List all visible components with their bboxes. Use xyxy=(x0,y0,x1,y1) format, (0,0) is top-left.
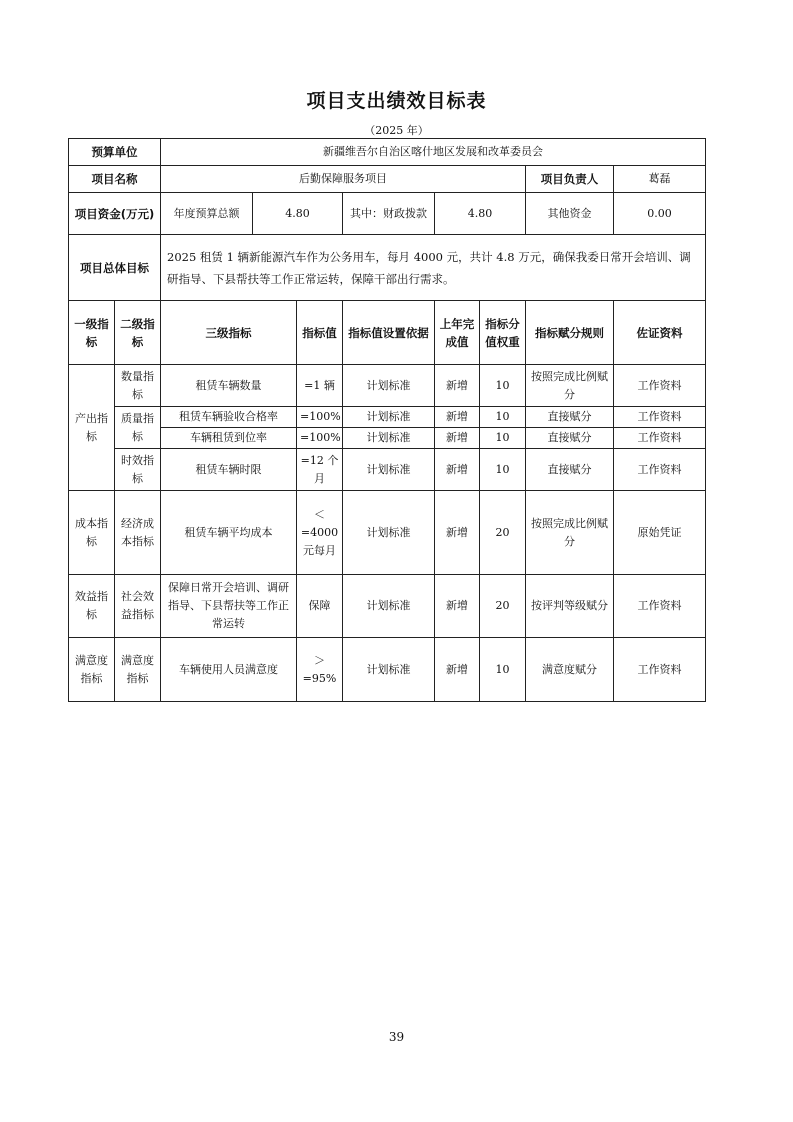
project-owner-label: 项目负责人 xyxy=(526,166,614,193)
value-cell: ＜=4000元每月 xyxy=(297,491,343,575)
level3-cell: 车辆租赁到位率 xyxy=(161,428,297,449)
funds-label: 项目资金(万元) xyxy=(69,193,161,235)
basis-cell: 计划标准 xyxy=(343,407,435,428)
rule-cell: 按照完成比例赋分 xyxy=(526,491,614,575)
evidence-cell: 工作资料 xyxy=(614,407,706,428)
value-cell: =100% xyxy=(297,407,343,428)
basis-cell: 计划标准 xyxy=(343,428,435,449)
overall-goal-label: 项目总体目标 xyxy=(69,235,161,301)
rule-cell: 直接赋分 xyxy=(526,407,614,428)
budget-unit-row xyxy=(69,139,706,166)
last-year-cell: 新增 xyxy=(435,449,480,491)
table-row xyxy=(69,365,706,407)
table-row xyxy=(69,491,706,575)
evidence-cell: 工作资料 xyxy=(614,575,706,638)
header-basis: 指标值设置依据 xyxy=(343,301,435,365)
value-cell: =100% xyxy=(297,428,343,449)
evidence-cell: 工作资料 xyxy=(614,638,706,702)
header-value: 指标值 xyxy=(297,301,343,365)
last-year-cell: 新增 xyxy=(435,407,480,428)
last-year-cell: 新增 xyxy=(435,365,480,407)
header-evidence: 佐证资料 xyxy=(614,301,706,365)
value-cell: ＞=95% xyxy=(297,638,343,702)
weight-cell: 20 xyxy=(480,491,526,575)
page-number: 39 xyxy=(388,1030,405,1044)
project-name-value: 后勤保障服务项目 xyxy=(161,166,526,193)
budget-unit-label: 预算单位 xyxy=(69,139,161,166)
level3-cell: 租赁车辆数量 xyxy=(161,365,297,407)
last-year-cell: 新增 xyxy=(435,638,480,702)
weight-cell: 10 xyxy=(480,449,526,491)
evidence-cell: 工作资料 xyxy=(614,449,706,491)
fiscal-allocation-label: 其中：财政拨款 xyxy=(343,193,435,235)
table-row xyxy=(69,407,706,428)
rule-cell: 直接赋分 xyxy=(526,449,614,491)
last-year-cell: 新增 xyxy=(435,428,480,449)
weight-cell: 10 xyxy=(480,407,526,428)
project-name-row xyxy=(69,166,706,193)
level3-cell: 租赁车辆时限 xyxy=(161,449,297,491)
header-last-year: 上年完成值 xyxy=(435,301,480,365)
basis-cell: 计划标准 xyxy=(343,365,435,407)
table-row xyxy=(69,428,706,449)
value-cell: 保障 xyxy=(297,575,343,638)
fiscal-allocation-value: 4.80 xyxy=(435,193,526,235)
basis-cell: 计划标准 xyxy=(343,449,435,491)
annual-budget-label: 年度预算总额 xyxy=(161,193,253,235)
overall-goal-text: 2025 租赁 1 辆新能源汽车作为公务用车，每月 4000 元，共计 4.8 万元，确保我委日常开会培训、调研指导、下县帮扶等工作正常运转，保障干部出行需求。 xyxy=(161,235,706,301)
header-level1: 一级指标 xyxy=(69,301,115,365)
basis-cell: 计划标准 xyxy=(343,638,435,702)
header-rule: 指标赋分规则 xyxy=(526,301,614,365)
performance-table xyxy=(68,138,706,702)
header-row xyxy=(69,301,706,365)
weight-cell: 10 xyxy=(480,428,526,449)
table-row xyxy=(69,638,706,702)
rule-cell: 直接赋分 xyxy=(526,428,614,449)
rule-cell: 按评判等级赋分 xyxy=(526,575,614,638)
level3-cell: 车辆使用人员满意度 xyxy=(161,638,297,702)
level2-cell: 满意度指标 xyxy=(115,638,161,702)
project-name-label: 项目名称 xyxy=(69,166,161,193)
group-satisfaction: 满意度指标 xyxy=(69,638,115,702)
page-title: 项目支出绩效目标表 xyxy=(306,90,487,112)
level2-cell: 质量指标 xyxy=(115,407,161,449)
header-level3: 三级指标 xyxy=(161,301,297,365)
evidence-cell: 原始凭证 xyxy=(614,491,706,575)
basis-cell: 计划标准 xyxy=(343,491,435,575)
budget-unit-value: 新疆维吾尔自治区喀什地区发展和改革委员会 xyxy=(161,139,706,166)
rule-cell: 满意度赋分 xyxy=(526,638,614,702)
annual-budget-value: 4.80 xyxy=(253,193,343,235)
level2-cell: 经济成本指标 xyxy=(115,491,161,575)
level2-cell: 数量指标 xyxy=(115,365,161,407)
other-funds-label: 其他资金 xyxy=(526,193,614,235)
group-output: 产出指标 xyxy=(69,365,115,491)
level2-cell: 社会效益指标 xyxy=(115,575,161,638)
value-cell: =1 辆 xyxy=(297,365,343,407)
basis-cell: 计划标准 xyxy=(343,575,435,638)
last-year-cell: 新增 xyxy=(435,491,480,575)
last-year-cell: 新增 xyxy=(435,575,480,638)
evidence-cell: 工作资料 xyxy=(614,428,706,449)
header-weight: 指标分值权重 xyxy=(480,301,526,365)
weight-cell: 10 xyxy=(480,638,526,702)
weight-cell: 20 xyxy=(480,575,526,638)
group-benefit: 效益指标 xyxy=(69,575,115,638)
group-cost: 成本指标 xyxy=(69,491,115,575)
value-cell: =12 个月 xyxy=(297,449,343,491)
year-label: （2025 年） xyxy=(364,124,429,137)
overall-goal-row xyxy=(69,235,706,301)
level2-cell: 时效指标 xyxy=(115,449,161,491)
table-row xyxy=(69,449,706,491)
table-row xyxy=(69,575,706,638)
level3-cell: 租赁车辆平均成本 xyxy=(161,491,297,575)
project-owner-value: 葛磊 xyxy=(614,166,706,193)
funds-row xyxy=(69,193,706,235)
level3-cell: 保障日常开会培训、调研指导、下县帮扶等工作正常运转 xyxy=(161,575,297,638)
evidence-cell: 工作资料 xyxy=(614,365,706,407)
level3-cell: 租赁车辆验收合格率 xyxy=(161,407,297,428)
other-funds-value: 0.00 xyxy=(614,193,706,235)
rule-cell: 按照完成比例赋分 xyxy=(526,365,614,407)
header-level2: 二级指标 xyxy=(115,301,161,365)
weight-cell: 10 xyxy=(480,365,526,407)
